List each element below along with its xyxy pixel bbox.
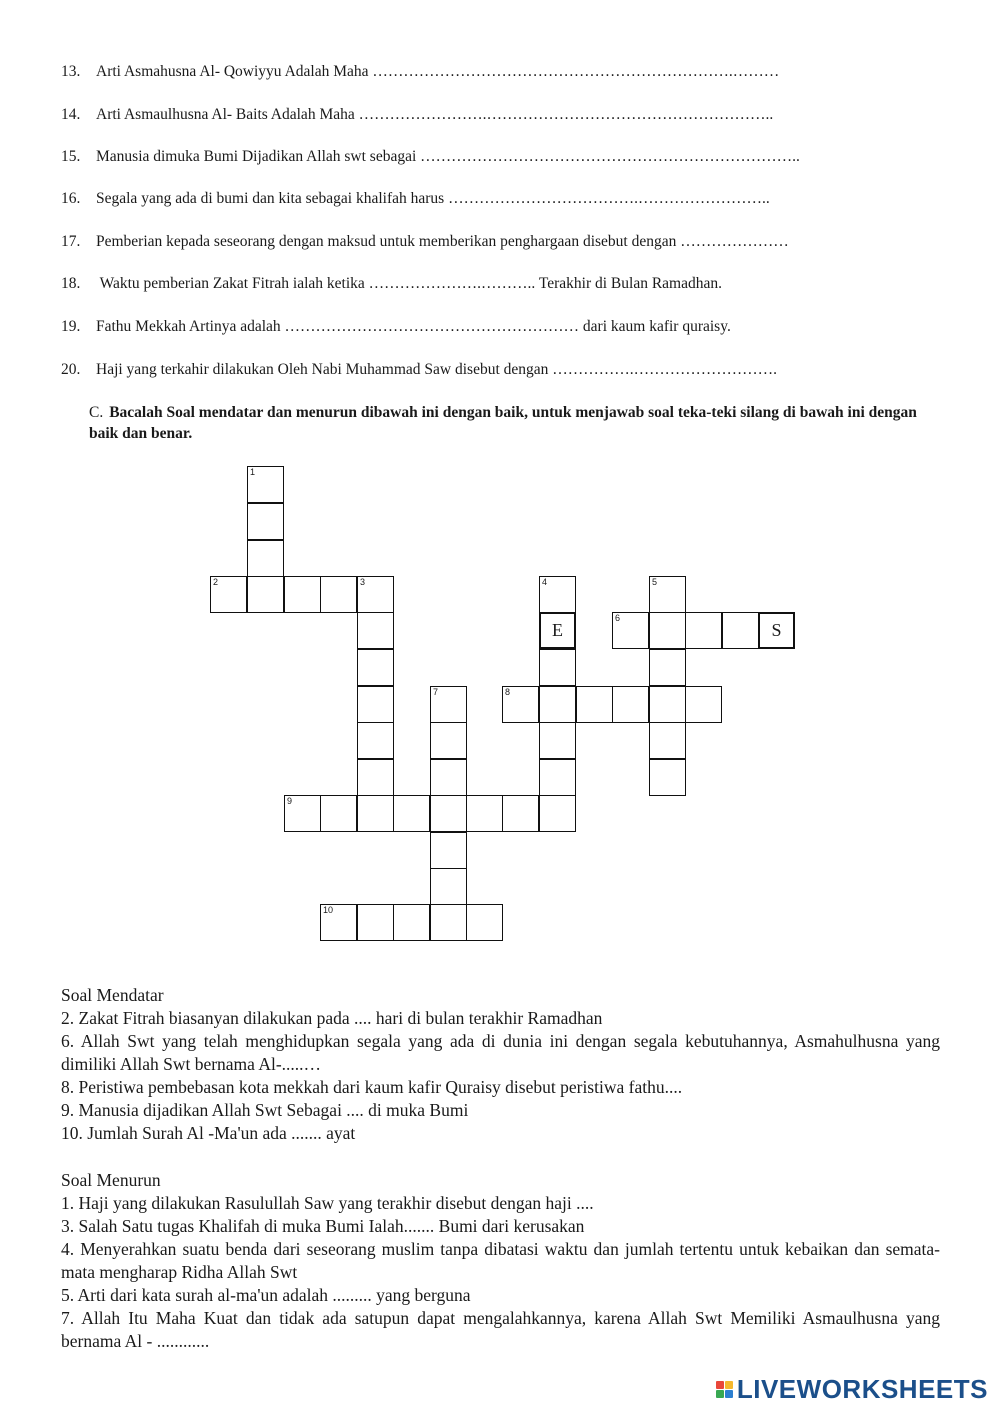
crossword-cell[interactable] — [284, 795, 321, 832]
logo-square — [725, 1381, 733, 1389]
crossword-cell[interactable] — [320, 576, 357, 613]
crossword-cell[interactable] — [247, 503, 284, 540]
crossword-cell[interactable] — [649, 649, 686, 686]
question-20 — [61, 361, 777, 379]
logo-text: LIVEWORKSHEETS — [736, 1374, 988, 1404]
clue-across-item: 10. Jumlah Surah Al -Ma'un ada ....... ayat — [61, 1123, 356, 1143]
crossword-cell[interactable] — [539, 649, 576, 686]
crossword-cell[interactable] — [430, 759, 467, 796]
crossword-cell[interactable] — [247, 540, 284, 577]
clue-number: 3 — [360, 577, 366, 587]
crossword-cell[interactable] — [649, 722, 686, 759]
crossword-cell[interactable] — [430, 868, 467, 905]
crossword-cell[interactable] — [502, 795, 539, 832]
question-text: Arti Asmahusna Al- Qowiyyu Adalah Maha …………………………………………………………….……… — [96, 63, 780, 80]
question-text: Arti Asmaulhusna Al- Baits Adalah Maha …………………….……………………………………………….. — [96, 106, 774, 123]
crossword-cell[interactable] — [393, 904, 430, 941]
crossword-cell[interactable] — [685, 612, 722, 649]
given-letter: S — [771, 620, 782, 640]
liveworksheets-logo — [716, 1374, 988, 1405]
crossword-cell[interactable] — [576, 686, 613, 723]
question-number: 13. — [61, 63, 81, 80]
question-number: 20. — [61, 361, 81, 378]
crossword-cell[interactable] — [466, 795, 503, 832]
clue-number: 8 — [505, 687, 511, 697]
clues-down-title: Soal Menurun — [61, 1170, 161, 1190]
crossword-cell[interactable] — [649, 576, 686, 613]
crossword-cell[interactable] — [466, 904, 503, 941]
crossword-cell[interactable] — [357, 904, 394, 941]
clues-across — [61, 984, 940, 1145]
crossword-cell[interactable] — [320, 795, 357, 832]
question-number: 14. — [61, 106, 81, 123]
crossword-cell[interactable] — [649, 612, 686, 649]
crossword-cell[interactable] — [430, 904, 467, 941]
question-text: Fathu Mekkah Artinya adalah ………………………………………………… dari kaum kafir quraisy. — [96, 318, 731, 335]
clue-across-item: 9. Manusia dijadikan Allah Swt Sebagai .... di muka Bumi — [61, 1100, 469, 1120]
crossword-cell[interactable] — [539, 759, 576, 796]
question-16 — [61, 190, 770, 208]
clues-across-title: Soal Mendatar — [61, 985, 164, 1005]
clue-number: 1 — [250, 467, 256, 477]
clue-across-item: 8. Peristiwa pembebasan kota mekkah dari kaum kafir Quraisy disebut peristiwa fathu.... — [61, 1077, 683, 1097]
question-text: Manusia dimuka Bumi Dijadikan Allah swt sebagai ……………………………………………………………….. — [96, 148, 800, 165]
question-text: Haji yang terkahir dilakukan Oleh Nabi Muhammad Saw disebut dengan …………….………………………. — [96, 361, 778, 378]
section-label: C. — [89, 404, 104, 421]
crossword-cell[interactable] — [685, 686, 722, 723]
crossword-cell[interactable] — [502, 686, 539, 723]
crossword-cell[interactable] — [320, 904, 357, 941]
crossword-cell[interactable] — [612, 686, 649, 723]
clue-down-item: 5. Arti dari kata surah al-ma'un adalah ......... yang berguna — [61, 1285, 471, 1305]
crossword-cell[interactable] — [357, 576, 394, 613]
crossword-cell[interactable] — [357, 686, 394, 723]
question-number: 18. — [61, 275, 81, 292]
crossword-cell[interactable] — [357, 612, 394, 649]
crossword-cell[interactable] — [722, 612, 759, 649]
crossword-cell[interactable] — [539, 795, 576, 832]
clue-number: 4 — [542, 577, 548, 587]
question-text: Segala yang ada di bumi dan kita sebagai khalifah harus ……………………………….…………………….. — [96, 190, 770, 207]
crossword-cell[interactable] — [430, 686, 467, 723]
question-number: 16. — [61, 190, 81, 207]
crossword-cell[interactable] — [649, 686, 686, 723]
clue-number: 6 — [615, 613, 621, 623]
clue-number: 9 — [287, 796, 293, 806]
question-13 — [61, 63, 779, 81]
crossword-cell[interactable] — [758, 612, 795, 649]
section-c-instruction — [89, 402, 949, 444]
crossword-cell[interactable] — [539, 722, 576, 759]
crossword-cell[interactable] — [357, 795, 394, 832]
question-18 — [61, 275, 722, 293]
crossword-cell[interactable] — [357, 759, 394, 796]
clue-across-item: 6. Allah Swt yang telah menghidupkan segala yang ada di dunia ini dengan segala kebutuhannya, Asmahulhusna yang dimiliki Allah Swt bernama Al-.....… — [61, 1031, 940, 1074]
clue-across-item: 2. Zakat Fitrah biasanyan dilakukan pada .... hari di bulan terakhir Ramadhan — [61, 1008, 603, 1028]
question-number: 17. — [61, 233, 81, 250]
clue-number: 10 — [323, 905, 334, 915]
crossword-cell[interactable] — [430, 722, 467, 759]
crossword-cell[interactable] — [357, 649, 394, 686]
crossword-cell[interactable] — [612, 612, 649, 649]
clue-down-item: 7. Allah Itu Maha Kuat dan tidak ada satupun dapat mengalahkannya, karena Allah Swt Memiliki Asmaulhusna yang bernama Al - ............ — [61, 1308, 940, 1351]
clues-down — [61, 1169, 940, 1353]
crossword-cell[interactable] — [357, 722, 394, 759]
crossword-cell[interactable] — [430, 832, 467, 869]
question-text: Pemberian kepada seseorang dengan maksud untuk memberikan penghargaan disebut dengan ………………… — [96, 233, 789, 250]
clue-down-item: 4. Menyerahkan suatu benda dari seseorang muslim tanpa dibatasi waktu dan jumlah tertentu untuk kebaikan dan semata-mata mengharap Ridha Allah Swt — [61, 1239, 940, 1282]
crossword-cell[interactable] — [247, 576, 284, 613]
crossword-cell[interactable] — [539, 612, 576, 649]
logo-square — [716, 1381, 724, 1389]
clue-number: 5 — [652, 577, 658, 587]
clue-down-item: 3. Salah Satu tugas Khalifah di muka Bumi Ialah....... Bumi dari kerusakan — [61, 1216, 585, 1236]
instruction-text: Bacalah Soal mendatar dan menurun dibawah ini dengan baik, untuk menjawab soal teka-teki silang di bawah ini dengan baik dan benar. — [89, 404, 917, 442]
crossword-cell[interactable] — [539, 686, 576, 723]
clue-down-item: 1. Haji yang dilakukan Rasulullah Saw yang terakhir disebut dengan haji .... — [61, 1193, 594, 1213]
crossword-cell[interactable] — [539, 576, 576, 613]
question-text: Waktu pemberian Zakat Fitrah ialah ketika ………………….……….. Terakhir di Bulan Ramadhan. — [96, 275, 722, 292]
question-17 — [61, 233, 789, 251]
crossword-cell[interactable] — [393, 795, 430, 832]
question-number: 15. — [61, 148, 81, 165]
given-letter: E — [552, 620, 563, 640]
logo-icon — [716, 1381, 733, 1398]
crossword-cell[interactable] — [430, 795, 467, 832]
crossword-cell[interactable] — [210, 576, 247, 613]
crossword-cell[interactable] — [247, 466, 284, 503]
crossword-cell[interactable] — [649, 759, 686, 796]
question-number: 19. — [61, 318, 81, 335]
question-15 — [61, 148, 800, 166]
clue-number: 2 — [213, 577, 219, 587]
question-14 — [61, 106, 773, 124]
question-19 — [61, 318, 731, 336]
logo-square — [725, 1390, 733, 1398]
clue-number: 7 — [433, 687, 439, 697]
logo-square — [716, 1390, 724, 1398]
crossword-cell[interactable] — [284, 576, 321, 613]
